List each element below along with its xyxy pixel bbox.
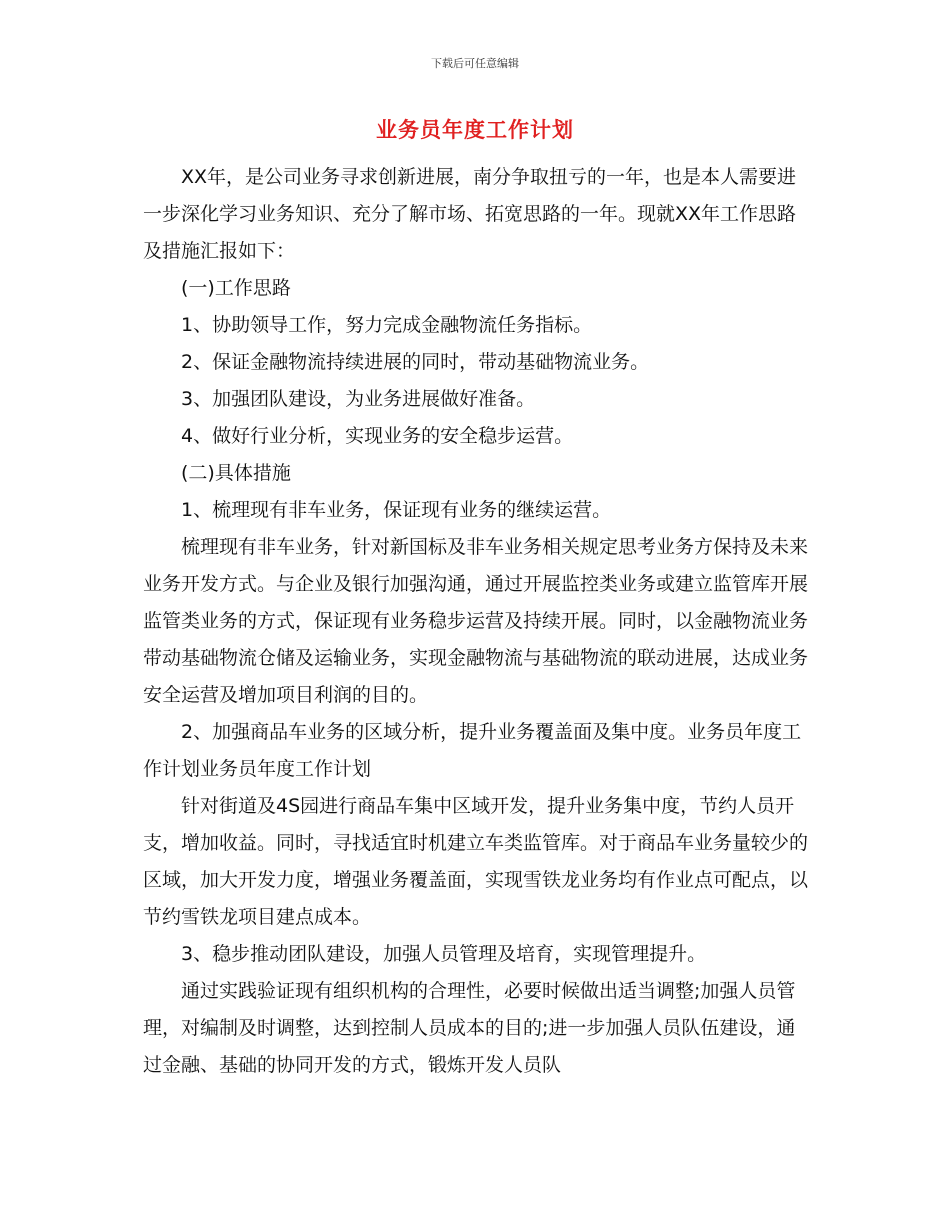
paragraph: 针对街道及4S园进行商品车集中区域开发，提升业务集中度，节约人员开支，增加收益。同时，寻找适宜时机建立车类监管库。对于商品车业务量较少的区域，加大开发力度，增强业务覆盖面，实现雪铁龙业务均有作业点可配点，以节约雪铁龙项目建点成本。	[143, 795, 809, 928]
section-heading: (一)工作思路	[181, 277, 291, 299]
section-heading: (二)具体措施	[181, 462, 291, 484]
list-item: 2、保证金融物流持续进展的同时，带动基础物流业务。	[181, 351, 650, 373]
document-title: 业务员年度工作计划	[376, 118, 574, 142]
list-item: 3、稳步推动团队建设，加强人员管理及培育，实现管理提升。	[181, 943, 707, 965]
paragraph: 通过实践验证现有组织机构的合理性，必要时候做出适当调整;加强人员管理，对编制及时调整，达到控制人员成本的目的;进一步加强人员队伍建设，通过金融、基础的协同开发的方式，锻炼开发人员队	[143, 980, 796, 1076]
list-item: 1、协助领导工作，努力完成金融物流任务指标。	[181, 314, 593, 336]
paragraph: 梳理现有非车业务，针对新国标及非车业务相关规定思考业务方保持及未来业务开发方式。与企业及银行加强沟通，通过开展监控类业务或建立监管库开展监管类业务的方式，保证现有业务稳步运营及持续开展。同时，以金融物流业务带动基础物流仓储及运输业务，实现金融物流与基础物流的联动进展，达成业务安全运营及增加项目利润的目的。	[143, 536, 809, 706]
paragraph: XX年，是公司业务寻求创新进展，南分争取扭亏的一年，也是本人需要进一步深化学习业务知识、充分了解市场、拓宽思路的一年。现就XX年工作思路及措施汇报如下：	[143, 166, 797, 262]
list-item: 1、梳理现有非车业务，保证现有业务的继续运营。	[181, 499, 612, 521]
header-note: 下载后可任意编辑	[431, 57, 519, 70]
paragraph: 2、加强商品车业务的区域分析，提升业务覆盖面及集中度。业务员年度工作计划业务员年度工作计划	[143, 721, 802, 780]
list-item: 3、加强团队建设，为业务进展做好准备。	[181, 388, 536, 410]
list-item: 4、做好行业分析，实现业务的安全稳步运营。	[181, 425, 574, 447]
document-body	[143, 159, 813, 1084]
